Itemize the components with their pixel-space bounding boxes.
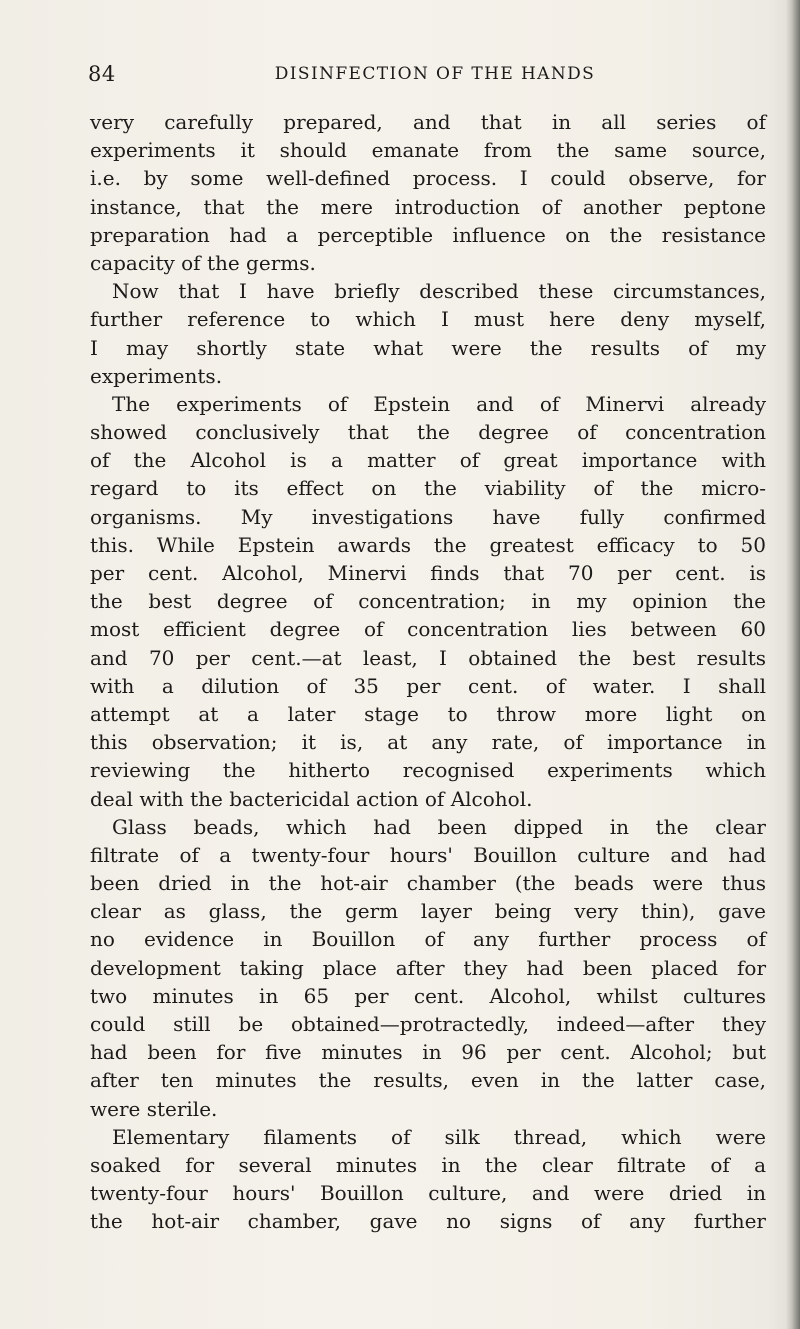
page-edge-shadow — [786, 0, 800, 1329]
text-line: clear as glass, the germ layer being very thin), gave — [90, 899, 766, 924]
text-line: after ten minutes the results, even in the latter case, — [90, 1068, 766, 1093]
text-line: been dried in the hot-air chamber (the beads were thus — [90, 871, 766, 896]
text-line: this observation; it is, at any rate, of importance in — [90, 730, 766, 755]
text-line: soaked for several minutes in the clear filtrate of a — [90, 1152, 766, 1177]
text-line: most efficient degree of concentration lies between 60 — [90, 617, 766, 642]
text-line: I may shortly state what were the results of my — [90, 335, 766, 360]
text-line: of the Alcohol is a matter of great importance with — [90, 448, 766, 473]
text-line: had been for five minutes in 96 per cent. Alcohol; but — [90, 1040, 766, 1065]
text-line: instance, that the mere introduction of another peptone — [90, 194, 766, 219]
text-line: filtrate of a twenty-four hours' Bouillon culture and had — [90, 842, 766, 867]
text-line: this. While Epstein awards the greatest efficacy to 50 — [90, 532, 766, 557]
running-title: DISINFECTION OF THE HANDS — [274, 64, 596, 84]
text-line: the hot-air chamber, gave no signs of any further — [90, 1209, 766, 1234]
running-head — [88, 62, 770, 88]
text-line: development taking place after they had been placed for — [90, 955, 766, 980]
text-line: organisms. My investigations have fully confirmed — [90, 504, 766, 529]
text-line: experiments it should emanate from the same source, — [90, 138, 766, 163]
text-line: were sterile. — [90, 1096, 218, 1121]
text-line: twenty-four hours' Bouillon culture, and were dried in — [90, 1181, 766, 1206]
text-line: two minutes in 65 per cent. Alcohol, whilst cultures — [90, 983, 766, 1008]
text-line: no evidence in Bouillon of any further process of — [90, 927, 766, 952]
text-line: further reference to which I must here deny myself, — [90, 307, 766, 332]
text-line: preparation had a perceptible influence on the resistance — [90, 222, 766, 247]
text-line: reviewing the hitherto recognised experiments which — [90, 758, 766, 783]
text-line: regard to its effect on the viability of the micro- — [90, 476, 766, 501]
text-line: Glass beads, which had been dipped in the clear — [112, 814, 766, 839]
page-number: 84 — [88, 62, 116, 86]
text-line: i.e. by some well-defined process. I could observe, for — [90, 166, 766, 191]
text-line: and 70 per cent.—at least, I obtained the best results — [90, 645, 766, 670]
body-text — [90, 108, 766, 1236]
text-line: per cent. Alcohol, Minervi finds that 70 per cent. is — [90, 561, 766, 585]
text-line: Now that I have briefly described these circumstances, — [112, 279, 766, 304]
text-line: capacity of the germs. — [90, 250, 316, 275]
text-line: the best degree of concentration; in my opinion the — [90, 589, 766, 614]
text-line: attempt at a later stage to throw more light on — [90, 701, 766, 726]
text-line: showed conclusively that the degree of concentration — [90, 420, 766, 445]
text-line: Elementary filaments of silk thread, which were — [112, 1124, 766, 1149]
text-line: with a dilution of 35 per cent. of water. I shall — [90, 673, 766, 698]
text-line: The experiments of Epstein and of Minervi already — [112, 391, 766, 416]
text-line: experiments. — [90, 363, 223, 388]
text-line: very carefully prepared, and that in all series of — [90, 110, 766, 134]
text-line: deal with the bactericidal action of Alcohol. — [90, 786, 533, 811]
text-line: could still be obtained—protractedly, indeed—after they — [90, 1012, 766, 1036]
